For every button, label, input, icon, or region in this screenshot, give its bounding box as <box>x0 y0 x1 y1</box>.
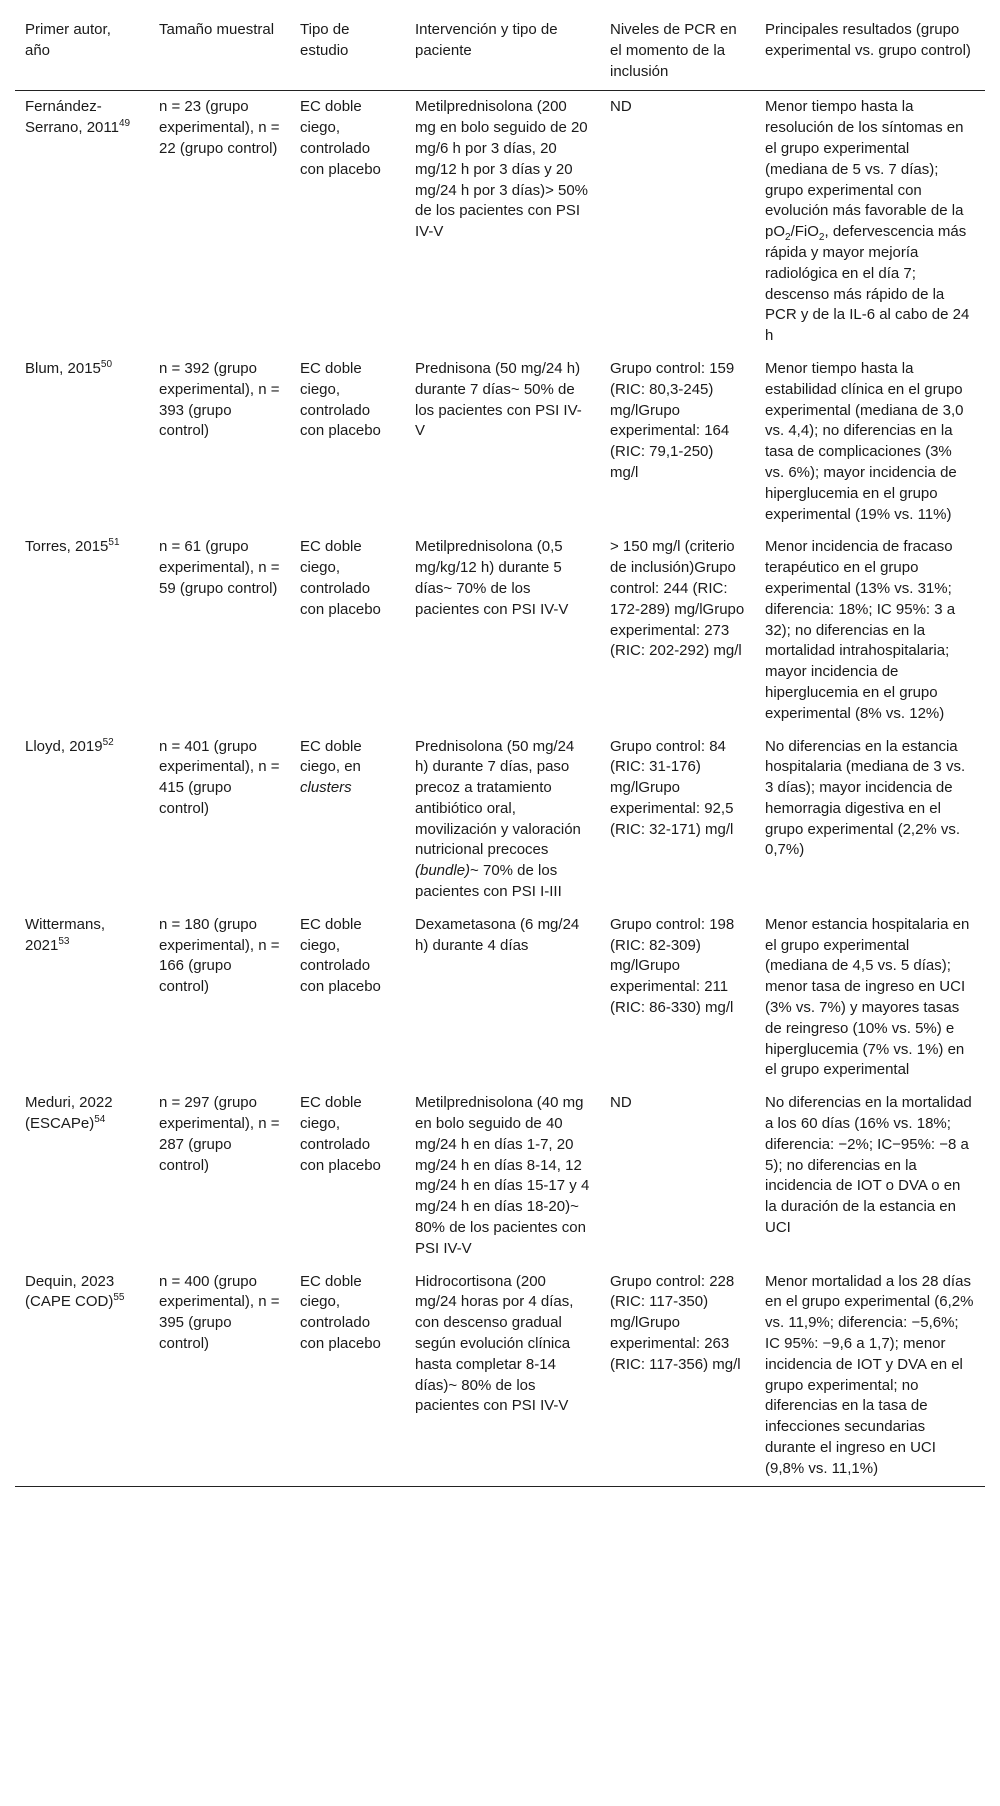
study-type-cell: EC doble ciego, controlado con placebo <box>300 1094 381 1174</box>
pcr-cell: ND <box>610 1094 632 1112</box>
table-row <box>15 731 985 909</box>
reference: 50 <box>100 358 113 370</box>
results-cell: No diferencias en la mortalidad a los 60 días (16% vs. 18%; diferencia: −2%; IC−95%: −8 a 5); no diferencias en la incidencia de IOT o DVA o en la duración de la estancia en UCI <box>765 1094 972 1237</box>
table-row <box>15 91 985 353</box>
study-type-cell: EC doble ciego, controlado con placebo <box>300 98 381 178</box>
study-type-cell: EC doble ciego, controlado con placebo <box>300 1272 381 1353</box>
reference: 52 <box>102 736 114 748</box>
sample-cell: n = 61 (grupo experimental), n = 59 (grupo control) <box>159 538 280 597</box>
results-cell: Menor tiempo hasta la estabilidad clínica en el grupo experimental (mediana de 3,0 vs. 4,4); no diferencias en la tasa de complicaciones (3% vs. 6%); mayor incidencia de hiperglucemia en el grupo experimental (19% vs. 11%) <box>765 359 964 523</box>
table-row <box>15 353 985 531</box>
table-row <box>15 531 985 730</box>
table-row <box>15 1087 985 1265</box>
reference: 54 <box>94 1114 106 1126</box>
author-cell: Lloyd, 2019$^{52}$ <box>25 736 114 755</box>
results-cell: Menor estancia hospitalaria en el grupo experimental (mediana de 4,5 vs. 5 días); menor tasa de ingreso en UCI (3% vs. 7%) y mayores tasas de reingreso (10% vs. 5%) e hiperglucemia (7% vs. 1%) en el grupo experimental <box>765 915 970 1079</box>
sample-cell: n = 392 (grupo experimental), n = 393 (grupo control) <box>159 359 280 440</box>
reference: 53 <box>58 935 70 947</box>
reference: 49 <box>118 118 131 130</box>
intervention-cell: Prednisolona (50 mg/24 h) durante 7 días, paso precoz a tratamiento antibiótico oral, movilización y valoración nutricional precoces (bundle)~ 70% de los pacientes con PSI I-III <box>415 737 581 901</box>
pcr-cell: Grupo control: 198 (RIC: 82-309) mg/lGrupo experimental: 211 (RIC: 86-330) mg/l <box>610 915 735 1017</box>
pcr-cell: Grupo control: 84 (RIC: 31-176) mg/lGrupo experimental: 92,5 (RIC: 32-171) mg/l <box>610 737 734 838</box>
study-type-cell: EC doble ciego, controlado con placebo <box>300 538 381 618</box>
results-cell: Menor incidencia de fracaso terapéutico en el grupo experimental (13% vs. 31%; diferencia: 18%; IC 95%: 3 a 32); no diferencias en la mortalidad intrahospitalaria; mayor incidencia de hiperglucemia en el grupo experimental (8% vs. 12%) <box>765 538 956 722</box>
header-intervention: Intervención y tipo de paciente <box>415 21 558 59</box>
pcr-cell: ND <box>610 98 632 116</box>
header-study-type: Tipo de estudio <box>300 21 350 59</box>
reference: 51 <box>108 537 120 549</box>
intervention-cell: Metilprednisolona (200 mg en bolo seguido de 20 mg/6 h por 3 días, 20 mg/12 h por 3 días y 20 mg/24 h por 3 días)> 50% de los pacientes con PSI IV-V <box>415 98 589 241</box>
intervention-cell: Metilprednisolona (40 mg en bolo seguido de 40 mg/24 h en días 1-7, 20 mg/24 h en días 8-14, 12 mg/24 h en días 15-17 y 4 mg/24 h en días 18-20)~ 80% de los pacientes con PSI IV-V <box>415 1094 590 1257</box>
sample-cell: n = 401 (grupo experimental), n = 415 (grupo control) <box>159 737 280 817</box>
header-author: Primer autor, año <box>25 21 111 59</box>
sample-cell: n = 297 (grupo experimental), n = 287 (grupo control) <box>159 1094 280 1174</box>
sample-cell: n = 180 (grupo experimental), n = 166 (grupo control) <box>159 915 280 996</box>
table-row <box>15 1266 985 1486</box>
reference: 55 <box>113 1292 125 1304</box>
pcr-cell: Grupo control: 228 (RIC: 117-350) mg/lGrupo experimental: 263 (RIC: 117-356) mg/l <box>610 1272 741 1373</box>
results-cell: No diferencias en la estancia hospitalaria (mediana de 3 vs. 3 días); mayor incidencia de hemorragia digestiva en el grupo experimental (2,2% vs. 0,7%) <box>765 737 966 859</box>
author-cell: Meduri, 2022 (ESCAPe)$^{54}$ <box>25 1094 113 1133</box>
sample-cell: n = 400 (grupo experimental), n = 395 (grupo control) <box>159 1272 280 1353</box>
sample-cell: n = 23 (grupo experimental), n = 22 (grupo control) <box>159 98 280 157</box>
intervention-cell: Prednisona (50 mg/24 h) durante 7 días~ 50% de los pacientes con PSI IV-V <box>415 359 582 440</box>
intervention-cell: Dexametasona (6 mg/24 h) durante 4 días <box>415 915 580 954</box>
results-cell: Menor tiempo hasta la resolución de los síntomas en el grupo experimental (mediana de 5 vs. 7 días); grupo experimental con evolución más favorable de la $pO_2/FiO_2$, defervescencia más rápida y mayor mejoría radiológica en el día 7; descenso más rápido de la PCR y de la IL-6 al cabo de 24 h <box>765 98 970 345</box>
header-sample: Tamaño muestral <box>159 21 275 38</box>
author-cell: Fernández-Serrano, 2011$^{49}$ <box>25 98 131 137</box>
header-pcr: Niveles de PCR en el momento de la inclusión <box>610 21 737 80</box>
author-cell: Dequin, 2023 (CAPE COD)$^{55}$ <box>25 1272 125 1311</box>
pcr-cell: Grupo control: 159 (RIC: 80,3-245) mg/lGrupo experimental: 164 (RIC: 79,1-250) mg/l <box>610 359 735 481</box>
header-results: Principales resultados (grupo experimental vs. grupo control) <box>765 21 971 59</box>
header-row <box>15 10 985 91</box>
study-type-cell: EC doble ciego, controlado con placebo <box>300 915 381 996</box>
clinical-trials-table <box>15 10 985 1487</box>
intervention-cell: Hidrocortisona (200 mg/24 horas por 4 días, con descenso gradual según evolución clínica hasta completar 8-14 días)~ 80% de los pacientes con PSI IV-V <box>415 1272 574 1415</box>
study-type-cell: EC doble ciego, en clusters <box>300 737 362 797</box>
study-type-cell: EC doble ciego, controlado con placebo <box>300 359 381 440</box>
table-row <box>15 909 985 1087</box>
pcr-cell: > 150 mg/l (criterio de inclusión)Grupo control: 244 (RIC: 172-289) mg/lGrupo experimental: 273 (RIC: 202-292) mg/l <box>610 538 745 660</box>
author-cell: Blum, 2015$^{50}$ <box>25 358 113 377</box>
author-cell: Torres, 2015$^{51}$ <box>25 537 120 556</box>
author-cell: Wittermans, 2021$^{53}$ <box>25 915 106 954</box>
intervention-cell: Metilprednisolona (0,5 mg/kg/12 h) durante 5 días~ 70% de los pacientes con PSI IV-V <box>415 538 569 618</box>
results-cell: Menor mortalidad a los 28 días en el grupo experimental (6,2% vs. 11,9%; diferencia: −5,6%; IC 95%: −9,6 a 1,7); menor incidencia de IOT y DVA en el grupo experimental; no diferencias en la tasa de infecciones secundarias durante el ingreso en UCI (9,8% vs. 11,1%) <box>765 1272 974 1477</box>
